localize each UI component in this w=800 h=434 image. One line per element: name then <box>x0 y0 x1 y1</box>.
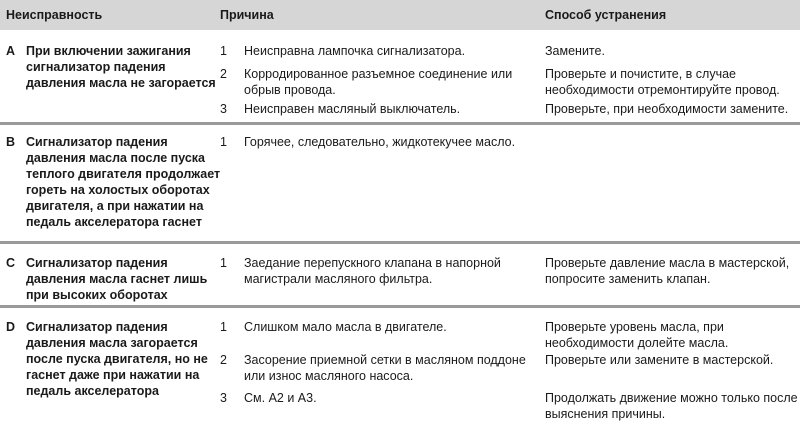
cause-text: Неисправен масляный выключатель. <box>244 102 461 116</box>
row-separator <box>0 241 800 244</box>
header-cause: Причина <box>220 8 274 22</box>
cause-text: Горячее, следовательно, жидкотекучее масло. <box>244 135 516 149</box>
fault-text: Сигнализатор падения давления масла после пуска теплого двигателя продолжает гореть на холостых оборотах двигателя, а при нажатии на педаль акселератора гаснет <box>26 135 221 229</box>
header-fix: Способ устранения <box>545 8 667 22</box>
cause-number: 3 <box>220 102 227 116</box>
row-letter: D <box>6 320 16 334</box>
fix-text: Проверьте давление масла в мастерской, попросите заменить клапан. <box>545 256 790 286</box>
cause-text: См. А2 и А3. <box>244 391 317 405</box>
row-letter: A <box>6 44 16 58</box>
cause-number: 2 <box>220 353 227 367</box>
fix-text: Замените. <box>545 44 605 58</box>
row-letter: C <box>6 256 16 270</box>
fault-text: При включении зажигания сигнализатор падения давления масла не загорается <box>26 44 216 90</box>
row-letter: B <box>6 135 16 149</box>
cause-text: Корродированное разъемное соединение или обрыв провода. <box>244 67 513 97</box>
fix-text: Проверьте уровень масла, при необходимости долейте масла. <box>545 320 729 350</box>
header-fault: Неисправность <box>6 8 103 22</box>
cause-number: 1 <box>220 256 227 270</box>
table-header <box>0 0 800 30</box>
fix-text: Проверьте и почистите, в случае необходимости отремонтируйте провод. <box>545 67 780 97</box>
cause-number: 1 <box>220 320 227 334</box>
row-separator <box>0 122 800 125</box>
fix-text: Проверьте или замените в мастерской. <box>545 353 774 367</box>
cause-number: 3 <box>220 391 227 405</box>
fault-text: Сигнализатор падения давления масла загорается после пуска двигателя, но не гаснет даже при нажатии на педаль акселератора <box>26 320 208 398</box>
cause-text: Неисправна лампочка сигнализатора. <box>244 44 466 58</box>
cause-text: Засорение приемной сетки в масляном поддоне или износ масляного насоса. <box>244 353 526 383</box>
fix-text: Проверьте, при необходимости замените. <box>545 102 789 116</box>
cause-number: 1 <box>220 135 227 149</box>
cause-number: 2 <box>220 67 227 81</box>
row-separator <box>0 305 800 308</box>
fix-text: Продолжать движение можно только после выяснения причины. <box>545 391 798 421</box>
cause-text: Слишком мало масла в двигателе. <box>244 320 447 334</box>
cause-number: 1 <box>220 44 227 58</box>
cause-text: Заедание перепускного клапана в напорной магистрали масляного фильтра. <box>244 256 501 286</box>
fault-text: Сигнализатор падения давления масла гаснет лишь при высоких оборотах <box>26 256 208 302</box>
